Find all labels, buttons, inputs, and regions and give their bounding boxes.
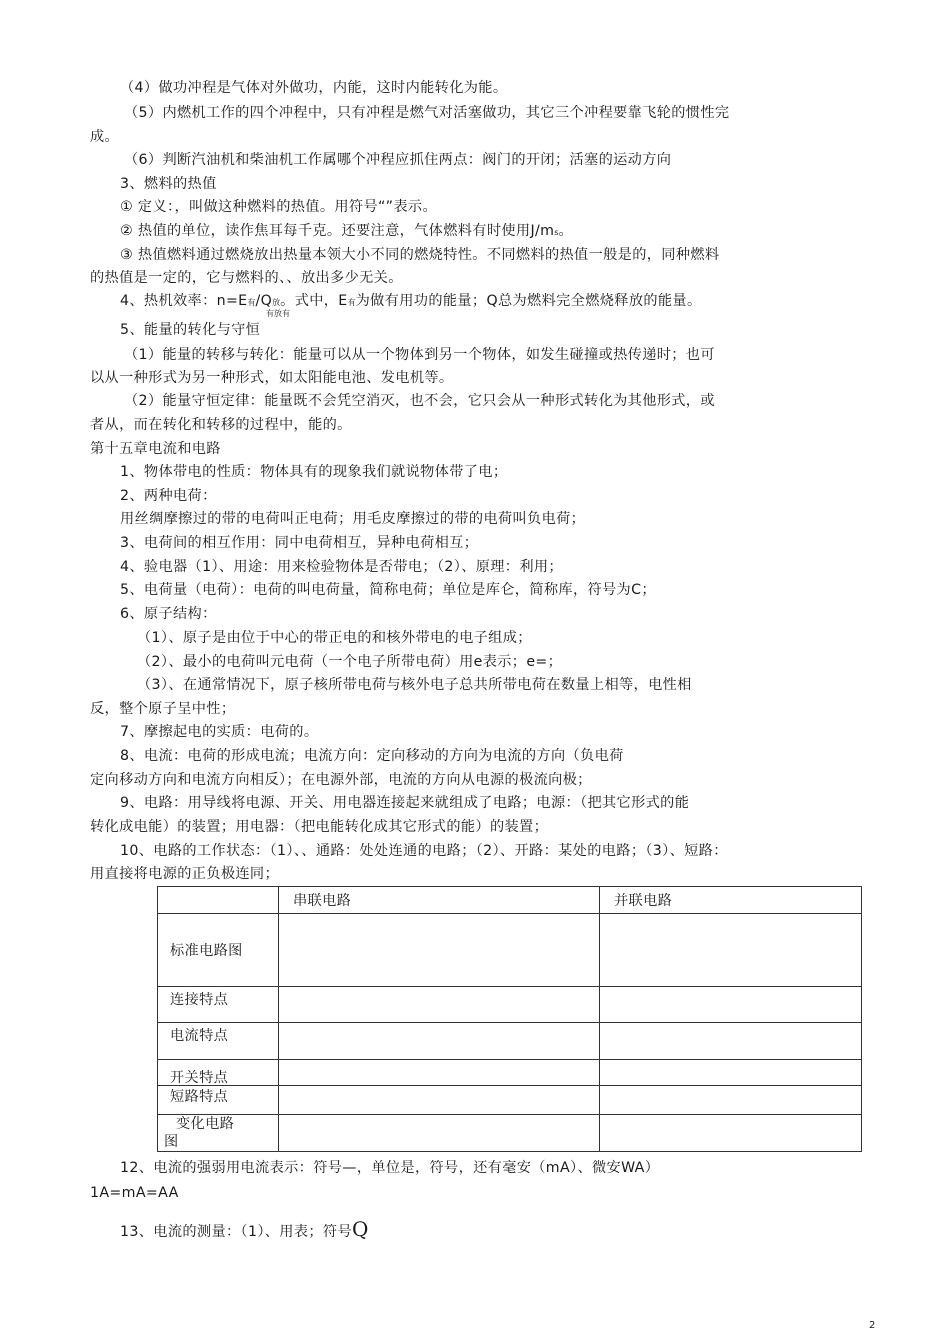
- table-header-row: [158, 887, 862, 914]
- circuit-comparison-table: [157, 886, 862, 1152]
- table-cell: [279, 1115, 600, 1152]
- row-label: 短路特点: [158, 1086, 279, 1115]
- ammeter-symbol-icon: Q: [352, 1217, 369, 1241]
- text-line: 用丝绸摩擦过的带的电荷叫正电荷；用毛皮摩擦过的带的电荷叫负电荷；: [120, 511, 586, 527]
- row-label: 标准电路图: [158, 914, 279, 987]
- text-line: ③ 热值燃料通过燃烧放出热量本领大小不同的燃烧特性。不同燃料的热值一般是的，同种燃料: [120, 247, 720, 263]
- table-cell: [279, 914, 600, 987]
- text-line: 1A=mA=AA: [90, 1185, 179, 1201]
- text-line: 的热值是一定的，它与燃料的、、放出多少无关。: [90, 270, 403, 286]
- table-cell: [600, 1115, 862, 1152]
- chapter-heading: 第十五章电流和电路: [90, 441, 221, 457]
- table-cell: [279, 1086, 600, 1115]
- text-line: 10、电路的工作状态：（1）、、通路：处处连通的电路；（2）、开路：某处的电路；（3）、短路：: [120, 843, 728, 859]
- text-line: 者从，而在转化和转移的过程中，能的。: [90, 417, 352, 433]
- page-number: 2: [869, 1320, 876, 1331]
- text-line: 6、原子结构：: [120, 606, 217, 622]
- text-line: 反，整个原子呈中性；: [90, 701, 236, 717]
- row-label: 变化电路 图: [158, 1115, 279, 1152]
- formula-subscripts: 有放有: [266, 309, 290, 318]
- text-line: 3、燃料的热值: [120, 176, 217, 192]
- text-line: （1）能量的转移与转化：能量可以从一个物体到另一个物体，如发生碰撞或热传递时；也可: [124, 347, 715, 363]
- table-cell: [600, 1023, 862, 1060]
- table-row: [158, 1115, 862, 1152]
- text-line: （4）做功冲程是气体对外做功，内能，这时内能转化为能。: [120, 80, 508, 96]
- text-line: 转化成电能）的装置；用电器：（把电能转化成其它形式的能）的装置；: [90, 819, 549, 835]
- row-label: 开关特点: [158, 1060, 279, 1086]
- text-line: （5）内燃机工作的四个冲程中，只有冲程是燃气对活塞做功，其它三个冲程要靠飞轮的惯性完: [124, 105, 730, 121]
- text-line: ② 热值的单位，读作焦耳每千克。还要注意，气体燃料有时使用J/ms。: [120, 223, 573, 239]
- text-line: 成。: [90, 129, 120, 145]
- text-line: 5、能量的转化与守恒: [120, 322, 261, 338]
- table-cell: [600, 1086, 862, 1115]
- text-line: 9、电路：用导线将电源、开关、用电器连接起来就组成了电路；电源：（把其它形式的能: [120, 795, 690, 811]
- text-line: ① 定义：，叫做这种燃料的热值。用符号“”表示。: [120, 199, 437, 215]
- table-cell: [600, 914, 862, 987]
- text-line: 7、摩擦起电的实质：电荷的。: [120, 724, 319, 740]
- row-label: 电流特点: [158, 1023, 279, 1060]
- text-line: 8、电流：电荷的形成电流；电流方向：定向移动的方向为电流的方向（负电荷: [120, 748, 624, 764]
- text-line: 4、验电器（1）、用途：用来检验物体是否带电；（2）、原理：利用；: [120, 559, 563, 575]
- table-header-cell: [158, 887, 279, 914]
- text-line: 1、物体带电的性质：物体具有的现象我们就说物体带了电；: [120, 464, 508, 480]
- table-row: [158, 1023, 862, 1060]
- table-cell: [279, 987, 600, 1023]
- text-line: （3）、在通常情况下，原子核所带电荷与核外电子总共所带电荷在数量上相等，电性相: [137, 677, 692, 693]
- text-line: （2）能量守恒定律：能量既不会凭空消灭，也不会，它只会从一种形式转化为其他形式，或: [124, 393, 715, 409]
- text-line: 5、电荷量（电荷）：电荷的叫电荷量，简称电荷；单位是库仑，简称库，符号为C；: [120, 582, 656, 598]
- table-cell: [600, 1060, 862, 1086]
- row-label: 连接特点: [158, 987, 279, 1023]
- table-header-series: 串联电路: [279, 887, 600, 914]
- text-line: 12、电流的强弱用电流表示：符号—，单位是，符号，还有毫安（mA）、微安WA）: [120, 1160, 660, 1176]
- text-line: （2）、最小的电荷叫元电荷（一个电子所带电荷）用e表示；e=；: [137, 654, 563, 670]
- table-row: [158, 1060, 862, 1086]
- heat-engine-efficiency-formula: 4、热机效率：n=E有/Q放。式中，E有为做有用功的能量；Q总为燃料完全燃烧释放的能量。: [120, 293, 702, 309]
- text-line: （6）判断汽油机和柴油机工作属哪个冲程应抓住两点：阀门的开闭；活塞的运动方向: [124, 152, 672, 168]
- text-line: 定向移动方向和电流方向相反）；在电源外部，电流的方向从电源的极流向极；: [90, 772, 592, 788]
- text-line: 3、电荷间的相互作用：同中电荷相互，异种电荷相互；: [120, 535, 479, 551]
- table-header-parallel: 并联电路: [600, 887, 862, 914]
- text-line: 13、电流的测量：（1）、用表；符号Q: [120, 1217, 369, 1241]
- text-line: 以从一种形式为另一种形式，如太阳能电池、发电机等。: [90, 370, 454, 386]
- table-row: [158, 1086, 862, 1115]
- table-row: [158, 987, 862, 1023]
- text-line: （1）、原子是由位于中心的带正电的和核外带电的电子组成；: [137, 630, 532, 646]
- table-cell: [600, 987, 862, 1023]
- table-cell: [279, 1060, 600, 1086]
- table-cell: [279, 1023, 600, 1060]
- text-line: 2、两种电荷：: [120, 488, 217, 504]
- text-line: 用直接将电源的正负极连同；: [90, 866, 279, 882]
- table-row: [158, 914, 862, 987]
